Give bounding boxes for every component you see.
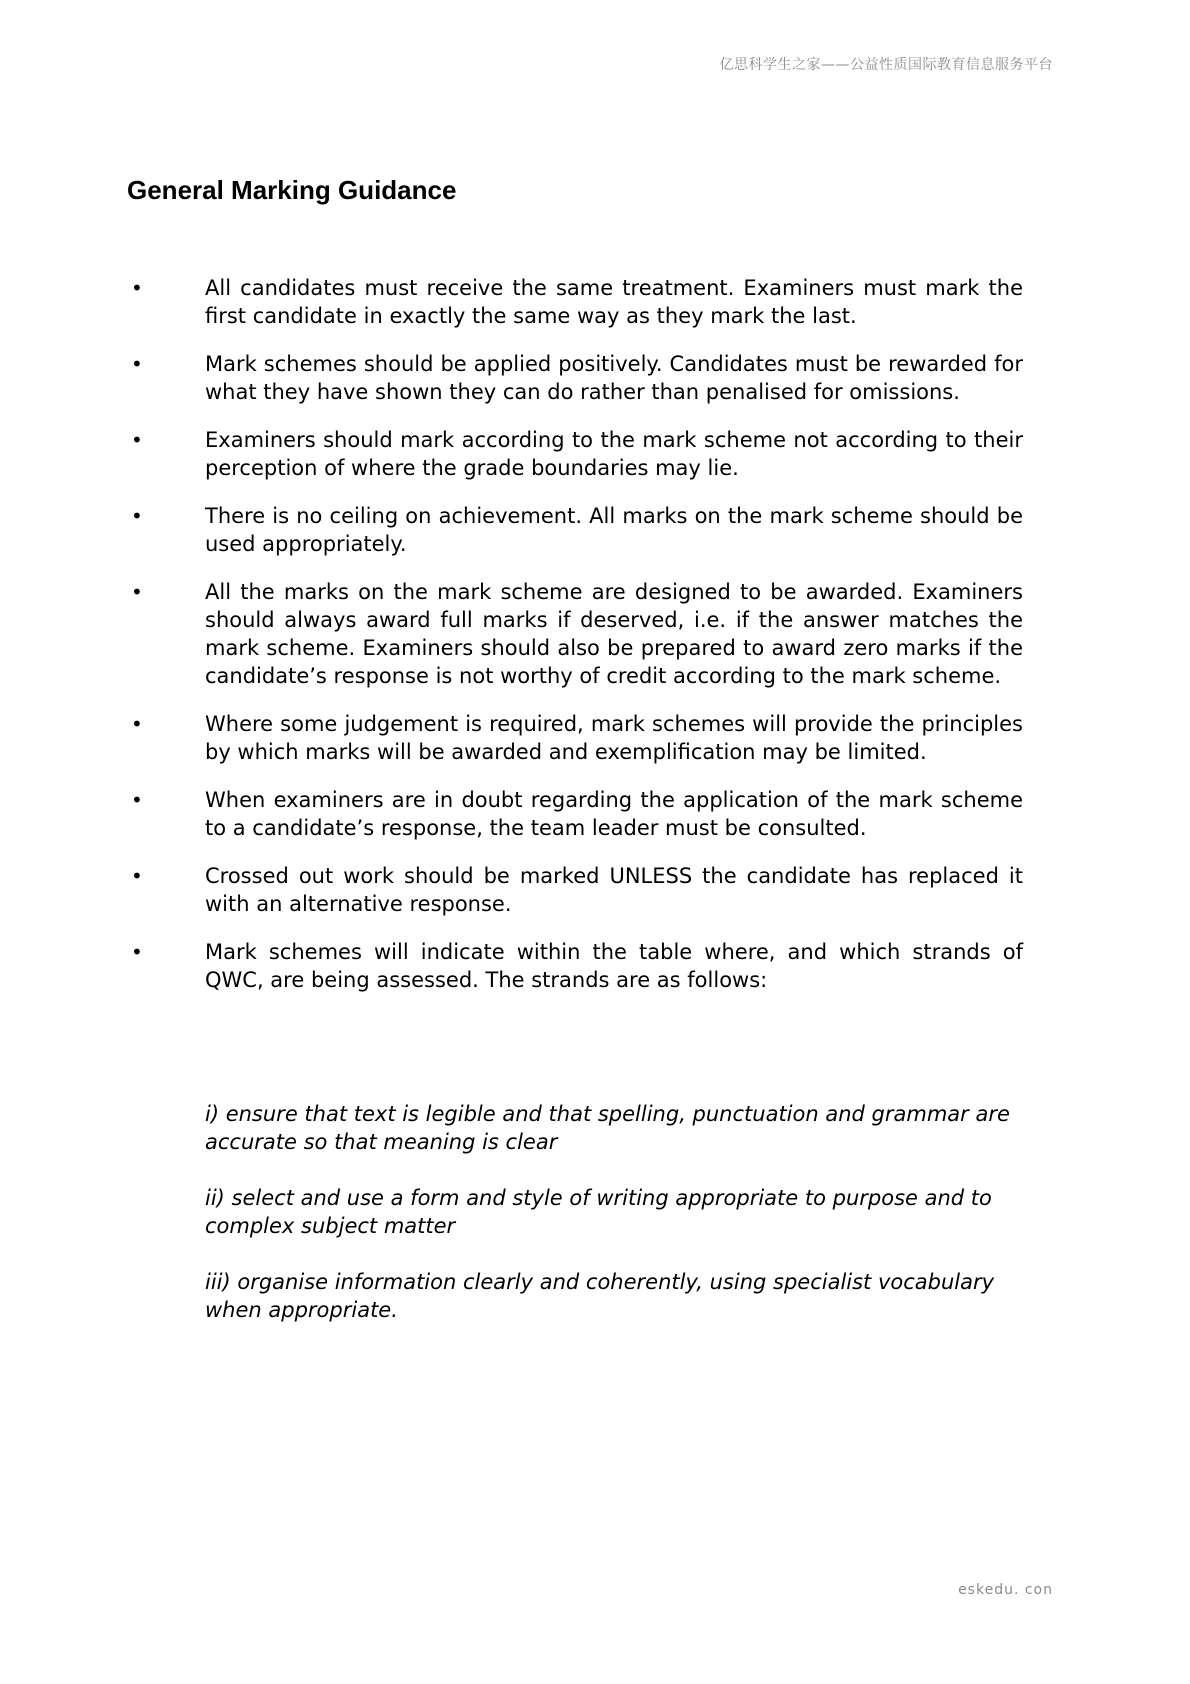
guidance-item: [127, 426, 1023, 482]
header-watermark: 亿思科学生之家——公益性质国际教育信息服务平台: [719, 57, 1053, 73]
bullet-icon: •: [131, 712, 143, 736]
guidance-text: Mark schemes should be applied positively. Candidates must be rewarded for what they have shown they can do rather than penalised for omissions.: [205, 352, 1023, 404]
guidance-list: [127, 274, 1023, 1014]
guidance-text: Mark schemes will indicate within the table where, and which strands of QWC, are being assessed. The strands are as follows:: [205, 940, 1023, 992]
guidance-item: [127, 710, 1023, 766]
bullet-icon: •: [131, 428, 143, 452]
guidance-item: [127, 350, 1023, 406]
guidance-item: [127, 938, 1023, 994]
bullet-icon: •: [131, 580, 143, 604]
guidance-text: When examiners are in doubt regarding the application of the mark scheme to a candidate’s response, the team leader must be consulted.: [205, 788, 1023, 840]
bullet-icon: •: [131, 940, 143, 964]
guidance-text: Where some judgement is required, mark schemes will provide the principles by which marks will be awarded and exemplification may be limited.: [205, 712, 1023, 764]
bullet-icon: •: [131, 276, 143, 300]
guidance-item: [127, 862, 1023, 918]
guidance-text: Crossed out work should be marked UNLESS the candidate has replaced it with an alternative response.: [205, 864, 1023, 916]
guidance-item: [127, 274, 1023, 330]
qwc-strand: i) ensure that text is legible and that spelling, punctuation and grammar are accurate so that meaning is clear: [205, 1102, 1010, 1154]
qwc-strand: ii) select and use a form and style of writing appropriate to purpose and to complex subject matter: [205, 1186, 992, 1238]
guidance-text: Examiners should mark according to the mark scheme not according to their perception of where the grade boundaries may lie.: [205, 428, 1023, 480]
qwc-strand: iii) organise information clearly and coherently, using specialist vocabulary when appropriate.: [205, 1270, 995, 1322]
guidance-item: [127, 578, 1023, 690]
bullet-icon: •: [131, 864, 143, 888]
guidance-text: There is no ceiling on achievement. All marks on the mark scheme should be used appropriately.: [205, 504, 1023, 556]
bullet-icon: •: [131, 352, 143, 376]
bullet-icon: •: [131, 788, 143, 812]
qwc-strands-list: [205, 1100, 1055, 1352]
page-title: General Marking Guidance: [127, 175, 457, 205]
guidance-item: [127, 786, 1023, 842]
guidance-text: All the marks on the mark scheme are designed to be awarded. Examiners should always award full marks if deserved, i.e. if the answer matches the mark scheme. Examiners should also be prepared to award zero marks if the candidate’s response is not worthy of credit according to the mark scheme.: [205, 580, 1023, 688]
footer-site: eskedu. con: [958, 1582, 1053, 1598]
guidance-text: All candidates must receive the same treatment. Examiners must mark the first candidate in exactly the same way as they mark the last.: [205, 276, 1023, 328]
guidance-item: [127, 502, 1023, 558]
bullet-icon: •: [131, 504, 143, 528]
